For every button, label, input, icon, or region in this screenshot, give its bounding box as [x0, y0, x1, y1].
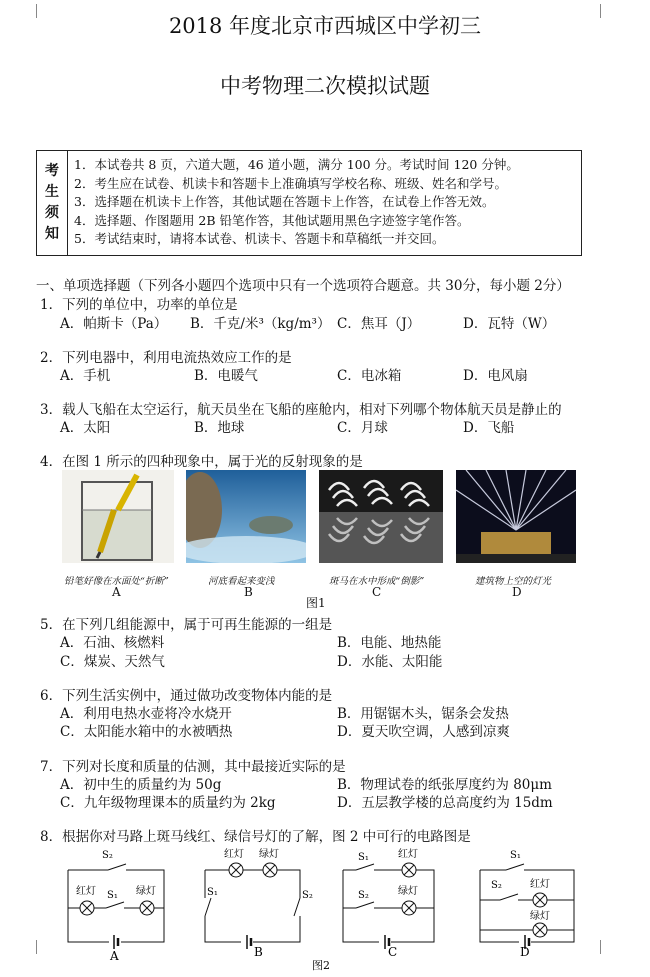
option-c: C．焦耳（J） [337, 316, 421, 332]
caption-a: 铅笔好像在水面处“折断” [64, 576, 169, 587]
figure1-letter-c: C [372, 585, 382, 599]
option-a: A．帕斯卡（Pa） [60, 316, 168, 332]
option-c: C．九年级物理课本的质量约为 2kg [60, 795, 276, 811]
option-c: C．太阳能水箱中的水被晒热 [60, 724, 233, 740]
lamp-icon [80, 901, 94, 915]
figure2-letter-d: D [520, 945, 530, 959]
caption-c: 斑马在水中形成“倒影” [329, 576, 425, 587]
lamp-label: 绿灯 [136, 886, 156, 897]
circuit-c [343, 863, 434, 949]
switch-label: S₁ [358, 852, 369, 863]
photo-building-lights [456, 470, 576, 563]
lamp-label: 红灯 [224, 849, 244, 860]
switch-label: S₂ [102, 850, 113, 861]
switch-label: S₁ [207, 887, 218, 898]
notice-item: 2．考生应在试卷、机读卡和答题卡上准确填写学校名称、班级、姓名和学号。 [74, 175, 507, 191]
exam-notice-box [36, 150, 582, 256]
switch-label: S₁ [107, 890, 118, 901]
figure2-circuits [0, 840, 650, 977]
option-d: D．电风扇 [463, 368, 528, 384]
question-stem: 4．在图 1 所示的四种现象中，属于光的反射现象的是 [40, 454, 363, 470]
lamp-icon [533, 893, 547, 907]
zebra-reflection-image [319, 470, 443, 563]
building-lights-image [456, 470, 576, 563]
notice-item: 4．选择题、作图题用 2B 铅笔作答，其他试题用黑色字迹签字笔作答。 [74, 212, 470, 228]
switch-label: S₁ [510, 850, 521, 861]
question-stem: 1．下列的单位中，功率的单位是 [40, 297, 238, 313]
option-b: B．物理试卷的纸张厚度约为 80μm [337, 777, 552, 793]
option-c: C．煤炭、天然气 [60, 654, 165, 670]
photo-pencil-in-water [62, 470, 174, 563]
option-a: A．初中生的质量约为 50g [60, 777, 222, 793]
option-d: D．瓦特（W） [463, 316, 556, 332]
caption-b: 河底看起来变浅 [208, 576, 275, 587]
lamp-label: 绿灯 [259, 849, 279, 860]
circuit-b [205, 863, 300, 949]
question-stem: 2．下列电器中，利用电流热效应工作的是 [40, 350, 292, 366]
section-heading: 一、单项选择题（下列各小题四个选项中只有一个选项符合题意。共 30分，每小题 2分） [36, 278, 570, 294]
notice-label-char: 知 [45, 226, 59, 242]
question-stem: 8．根据你对马路上斑马线红、绿信号灯的了解，图 2 中可行的电路图是 [40, 829, 471, 845]
photo-zebra-reflection [319, 470, 443, 563]
figure1-letter-a: A [112, 585, 121, 599]
lamp-label: 红灯 [76, 886, 96, 897]
notice-label-char: 须 [45, 205, 59, 221]
notice-item: 3．选择题在机读卡上作答，其他试题在答题卡上作答，在试卷上作答无效。 [74, 194, 495, 209]
option-a: A．太阳 [60, 420, 111, 436]
lamp-label: 红灯 [398, 849, 418, 860]
circuit-d [480, 864, 574, 949]
option-d: D．五层教学楼的总高度约为 15dm [337, 795, 553, 811]
river-bottom-image [186, 470, 306, 563]
question-stem: 3．载人飞船在太空运行，航天员坐在飞船的座舱内，相对下列哪个物体航天员是静止的 [40, 402, 562, 418]
option-a: A．石油、核燃料 [60, 635, 165, 651]
circuit-a [68, 864, 164, 949]
lamp-icon [229, 863, 243, 877]
switch-label: S₂ [491, 880, 502, 891]
option-b: B．电暖气 [194, 368, 258, 384]
lamp-icon [263, 863, 277, 877]
notice-item: 5．考试结束时，请将本试卷、机读卡、答题卡和草稿纸一并交回。 [74, 231, 445, 246]
lamp-label: 红灯 [530, 879, 550, 890]
question-stem: 7．下列对长度和质量的估测，其中最接近实际的是 [40, 759, 346, 775]
option-a: A．利用电热水壶将冷水烧开 [60, 706, 232, 722]
lamp-label: 绿灯 [530, 911, 550, 922]
option-c: C．月球 [337, 420, 388, 436]
caption-d: 建筑物上空的灯光 [475, 576, 552, 587]
figure1-letter-b: B [244, 585, 253, 599]
figure2-letter-b: B [254, 945, 263, 959]
lamp-icon [402, 901, 416, 915]
option-b: B．电能、地热能 [337, 635, 442, 651]
lamp-icon [533, 923, 547, 937]
notice-label-char: 生 [45, 184, 59, 200]
figure2-letter-a: A [110, 949, 119, 963]
figure1-label: 图1 [306, 596, 326, 610]
notice-items [68, 151, 519, 255]
page-title-line2: 中考物理二次模拟试题 [220, 74, 430, 98]
figure2-label: 图2 [312, 959, 330, 972]
page-title-line1: 2018 年度北京市西城区中学初三 [168, 14, 482, 38]
lamp-icon [402, 863, 416, 877]
notice-item: 1．本试卷共 8 页，六道大题，46 道小题，满分 100 分。考试时间 120 分钟。 [74, 157, 519, 172]
question-stem: 5．在下列几组能源中，属于可再生能源的一组是 [40, 617, 333, 633]
option-d: D．飞船 [463, 420, 515, 436]
option-b: B．千克/米³（kg/m³） [190, 316, 331, 332]
lamp-label: 绿灯 [398, 886, 418, 897]
question-stem: 6．下列生活实例中，通过做功改变物体内能的是 [40, 688, 333, 704]
option-b: B．地球 [194, 420, 245, 436]
photo-river-bottom [186, 470, 306, 563]
option-c: C．电冰箱 [337, 368, 402, 384]
notice-label [37, 151, 68, 255]
option-d: D．水能、太阳能 [337, 654, 443, 670]
notice-label-char: 考 [45, 163, 59, 179]
option-d: D．夏天吹空调，人感到凉爽 [337, 724, 510, 740]
pencil-in-glass-image [62, 470, 174, 563]
switch-label: S₂ [358, 890, 369, 901]
figure1-letter-d: D [512, 585, 522, 599]
option-b: B．用锯锯木头，锯条会发热 [337, 706, 509, 722]
lamp-icon [140, 901, 154, 915]
option-a: A．手机 [60, 368, 111, 384]
figure2-letter-c: C [388, 945, 398, 959]
switch-label: S₂ [302, 890, 313, 901]
